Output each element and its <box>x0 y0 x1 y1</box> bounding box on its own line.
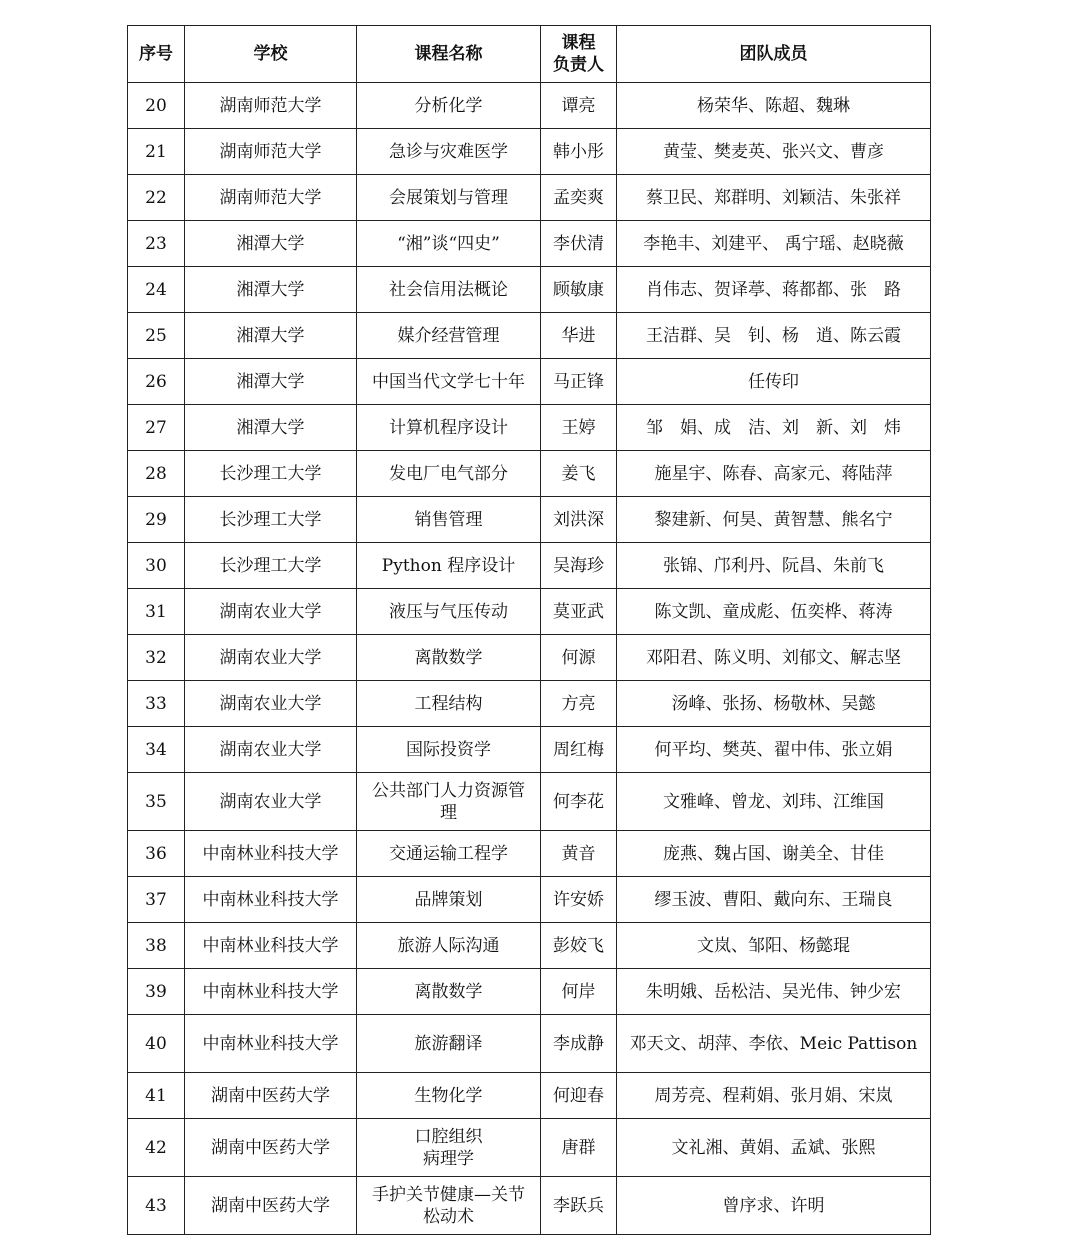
cell-course-line: 离散数学 <box>414 647 483 668</box>
cell-index: 28 <box>128 451 185 497</box>
table-row <box>128 405 931 451</box>
cell-index: 32 <box>128 635 185 681</box>
course-table <box>127 25 931 1235</box>
cell-leader: 李伏清 <box>541 221 617 267</box>
cell-leader: 刘洪深 <box>541 497 617 543</box>
cell-index: 37 <box>128 877 185 923</box>
cell-team: 曾序求、许明 <box>617 1177 931 1235</box>
header-leader-line1: 课程 <box>561 33 596 53</box>
cell-leader: 周红梅 <box>541 727 617 773</box>
table-row <box>128 969 931 1015</box>
cell-school: 中南林业科技大学 <box>185 969 357 1015</box>
cell-course <box>357 1073 541 1119</box>
cell-course-line: 国际投资学 <box>406 739 491 760</box>
cell-leader: 谭亮 <box>541 83 617 129</box>
cell-school: 湖南中医药大学 <box>185 1177 357 1235</box>
cell-course-line: 交通运输工程学 <box>389 843 508 864</box>
table-row <box>128 877 931 923</box>
header-leader <box>541 26 617 83</box>
cell-team: 邓阳君、陈义明、刘郁文、解志坚 <box>617 635 931 681</box>
cell-school: 长沙理工大学 <box>185 543 357 589</box>
cell-course <box>357 83 541 129</box>
cell-school: 湘潭大学 <box>185 313 357 359</box>
cell-school: 湖南农业大学 <box>185 681 357 727</box>
table-row <box>128 221 931 267</box>
cell-team: 张锦、邝利丹、阮昌、朱前飞 <box>617 543 931 589</box>
cell-leader: 韩小彤 <box>541 129 617 175</box>
cell-leader: 王婷 <box>541 405 617 451</box>
cell-leader: 孟奕爽 <box>541 175 617 221</box>
cell-index: 25 <box>128 313 185 359</box>
cell-team: 汤峰、张扬、杨敬林、吴懿 <box>617 681 931 727</box>
cell-school: 长沙理工大学 <box>185 451 357 497</box>
cell-leader: 何岸 <box>541 969 617 1015</box>
cell-index: 24 <box>128 267 185 313</box>
cell-team: 黄莹、樊麦英、张兴文、曹彦 <box>617 129 931 175</box>
cell-course <box>357 1015 541 1073</box>
table-row <box>128 129 931 175</box>
cell-course-line: 计算机程序设计 <box>389 417 508 438</box>
cell-school: 湖南师范大学 <box>185 175 357 221</box>
cell-course <box>357 221 541 267</box>
table-row <box>128 589 931 635</box>
table-row <box>128 727 931 773</box>
table-row <box>128 1015 931 1073</box>
table-row <box>128 635 931 681</box>
cell-index: 20 <box>128 83 185 129</box>
header-school: 学校 <box>185 26 357 83</box>
cell-team: 肖伟志、贺译葶、蒋都都、张 路 <box>617 267 931 313</box>
cell-course-line: 生物化学 <box>414 1085 483 1106</box>
table-row <box>128 175 931 221</box>
cell-course-line: 品牌策划 <box>414 889 483 910</box>
table-row <box>128 1177 931 1235</box>
cell-index: 26 <box>128 359 185 405</box>
cell-course <box>357 681 541 727</box>
cell-leader: 马正锋 <box>541 359 617 405</box>
cell-course-line: 社会信用法概论 <box>389 279 508 300</box>
cell-school: 湖南农业大学 <box>185 589 357 635</box>
cell-team: 李艳丰、刘建平、 禹宁瑶、赵晓薇 <box>617 221 931 267</box>
cell-course <box>357 543 541 589</box>
table-row <box>128 831 931 877</box>
cell-school: 湖南师范大学 <box>185 129 357 175</box>
cell-leader: 唐群 <box>541 1119 617 1177</box>
cell-course-line: 急诊与灾难医学 <box>389 141 508 162</box>
cell-course-line: 旅游翻译 <box>414 1033 483 1054</box>
cell-index: 35 <box>128 773 185 831</box>
cell-course-line: 口腔组织 <box>414 1126 483 1147</box>
cell-leader: 彭姣飞 <box>541 923 617 969</box>
cell-team: 庞燕、魏占国、谢美全、甘佳 <box>617 831 931 877</box>
cell-course-line: “湘”谈“四史” <box>397 233 500 254</box>
cell-team: 朱明娥、岳松洁、吴光伟、钟少宏 <box>617 969 931 1015</box>
cell-team: 任传印 <box>617 359 931 405</box>
cell-school: 中南林业科技大学 <box>185 923 357 969</box>
cell-school: 中南林业科技大学 <box>185 877 357 923</box>
cell-school: 湖南农业大学 <box>185 773 357 831</box>
cell-index: 33 <box>128 681 185 727</box>
cell-school: 湘潭大学 <box>185 221 357 267</box>
cell-index: 30 <box>128 543 185 589</box>
cell-team: 陈文凯、童成彪、伍奕桦、蒋涛 <box>617 589 931 635</box>
cell-leader: 莫亚武 <box>541 589 617 635</box>
cell-course-line: 病理学 <box>423 1148 474 1169</box>
cell-course <box>357 589 541 635</box>
table-row <box>128 1119 931 1177</box>
cell-leader: 黄音 <box>541 831 617 877</box>
cell-course-line: 分析化学 <box>414 95 483 116</box>
cell-index: 29 <box>128 497 185 543</box>
cell-course-line: 发电厂电气部分 <box>389 463 508 484</box>
cell-course <box>357 923 541 969</box>
cell-course-line: 媒介经营管理 <box>397 325 500 346</box>
cell-team: 杨荣华、陈超、魏琳 <box>617 83 931 129</box>
header-row <box>128 26 931 83</box>
cell-leader: 李成静 <box>541 1015 617 1073</box>
cell-course-line: Python 程序设计 <box>381 555 516 576</box>
cell-school: 湖南师范大学 <box>185 83 357 129</box>
cell-leader: 何李花 <box>541 773 617 831</box>
cell-course <box>357 831 541 877</box>
cell-course-line: 工程结构 <box>414 693 483 714</box>
header-leader-line2: 负责人 <box>553 55 604 75</box>
cell-team: 文雅峰、曾龙、刘玮、江维国 <box>617 773 931 831</box>
cell-school: 长沙理工大学 <box>185 497 357 543</box>
cell-index: 41 <box>128 1073 185 1119</box>
cell-leader: 何迎春 <box>541 1073 617 1119</box>
cell-team: 何平均、樊英、翟中伟、张立娟 <box>617 727 931 773</box>
cell-index: 38 <box>128 923 185 969</box>
cell-course-line: 松动术 <box>423 1206 474 1227</box>
cell-course-line: 手护关节健康—关节 <box>372 1184 525 1205</box>
cell-course-line: 中国当代文学七十年 <box>372 371 525 392</box>
cell-school: 中南林业科技大学 <box>185 1015 357 1073</box>
cell-course <box>357 635 541 681</box>
cell-course <box>357 877 541 923</box>
cell-course <box>357 405 541 451</box>
cell-course-line: 理 <box>440 802 457 823</box>
cell-course <box>357 451 541 497</box>
table-row <box>128 497 931 543</box>
cell-school: 湘潭大学 <box>185 267 357 313</box>
table-row <box>128 313 931 359</box>
cell-course <box>357 727 541 773</box>
cell-school: 湖南中医药大学 <box>185 1119 357 1177</box>
cell-school: 中南林业科技大学 <box>185 831 357 877</box>
cell-leader: 许安娇 <box>541 877 617 923</box>
cell-leader: 华进 <box>541 313 617 359</box>
cell-index: 40 <box>128 1015 185 1073</box>
table-row <box>128 83 931 129</box>
cell-course <box>357 129 541 175</box>
table-row <box>128 681 931 727</box>
cell-team: 王洁群、吴 钊、杨 逍、陈云霞 <box>617 313 931 359</box>
cell-course <box>357 175 541 221</box>
header-course: 课程名称 <box>357 26 541 83</box>
cell-course <box>357 359 541 405</box>
cell-leader: 姜飞 <box>541 451 617 497</box>
cell-course-line: 旅游人际沟通 <box>397 935 500 956</box>
cell-team: 黎建新、何昊、黄智慧、熊名宁 <box>617 497 931 543</box>
cell-team: 缪玉波、曹阳、戴向东、王瑞良 <box>617 877 931 923</box>
cell-leader: 顾敏康 <box>541 267 617 313</box>
table-body <box>128 83 931 1235</box>
table-row <box>128 543 931 589</box>
cell-school: 湘潭大学 <box>185 405 357 451</box>
table-row <box>128 359 931 405</box>
cell-index: 22 <box>128 175 185 221</box>
cell-course <box>357 1177 541 1235</box>
table-row <box>128 1073 931 1119</box>
cell-school: 湖南中医药大学 <box>185 1073 357 1119</box>
cell-team: 文礼湘、黄娟、孟斌、张熙 <box>617 1119 931 1177</box>
cell-school: 湘潭大学 <box>185 359 357 405</box>
cell-course-line: 离散数学 <box>414 981 483 1002</box>
cell-team: 文岚、邹阳、杨懿琨 <box>617 923 931 969</box>
cell-team: 施星宇、陈春、高家元、蒋陆萍 <box>617 451 931 497</box>
cell-course <box>357 969 541 1015</box>
cell-course <box>357 497 541 543</box>
cell-index: 36 <box>128 831 185 877</box>
cell-index: 39 <box>128 969 185 1015</box>
cell-school: 湖南农业大学 <box>185 727 357 773</box>
table-row <box>128 267 931 313</box>
table-row <box>128 923 931 969</box>
cell-course <box>357 267 541 313</box>
cell-school: 湖南农业大学 <box>185 635 357 681</box>
cell-course-line: 销售管理 <box>414 509 483 530</box>
cell-leader: 李跃兵 <box>541 1177 617 1235</box>
cell-index: 31 <box>128 589 185 635</box>
cell-course-line: 液压与气压传动 <box>389 601 508 622</box>
cell-course <box>357 313 541 359</box>
cell-index: 23 <box>128 221 185 267</box>
cell-course <box>357 773 541 831</box>
cell-index: 27 <box>128 405 185 451</box>
cell-team: 蔡卫民、郑群明、刘颖洁、朱张祥 <box>617 175 931 221</box>
cell-leader: 方亮 <box>541 681 617 727</box>
cell-index: 43 <box>128 1177 185 1235</box>
cell-team: 周芳亮、程莉娟、张月娟、宋岚 <box>617 1073 931 1119</box>
cell-index: 34 <box>128 727 185 773</box>
cell-team: 邓天文、胡萍、李依、Meic Pattison <box>617 1015 931 1073</box>
cell-index: 21 <box>128 129 185 175</box>
cell-leader: 何源 <box>541 635 617 681</box>
cell-course-line: 会展策划与管理 <box>389 187 508 208</box>
header-team: 团队成员 <box>617 26 931 83</box>
cell-course <box>357 1119 541 1177</box>
cell-leader: 吴海珍 <box>541 543 617 589</box>
cell-course-line: 公共部门人力资源管 <box>372 780 525 801</box>
cell-index: 42 <box>128 1119 185 1177</box>
table-row <box>128 451 931 497</box>
header-index: 序号 <box>128 26 185 83</box>
table-row <box>128 773 931 831</box>
cell-team: 邹 娟、成 洁、刘 新、刘 炜 <box>617 405 931 451</box>
